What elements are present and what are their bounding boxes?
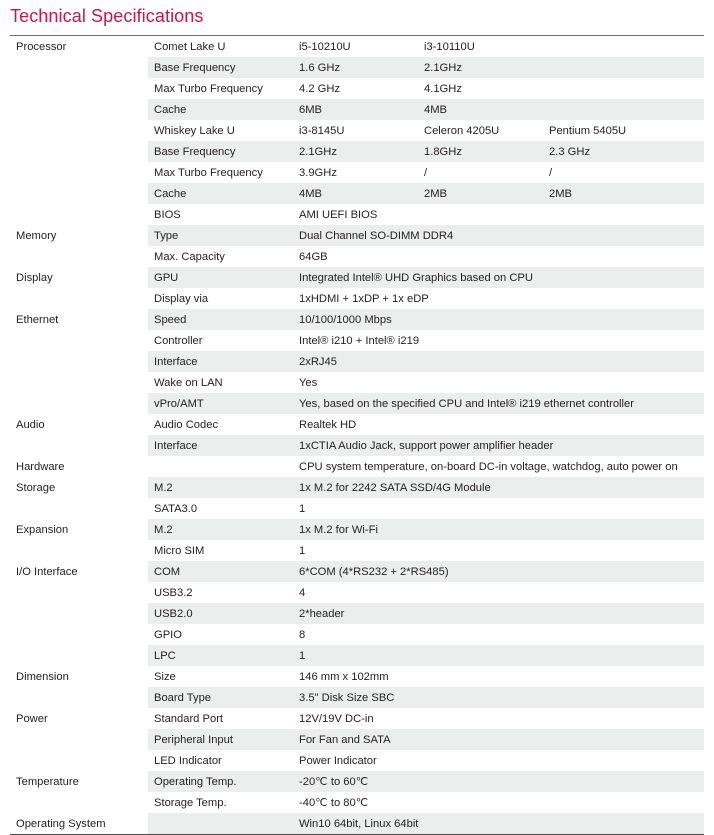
spec-value-3 xyxy=(543,99,704,120)
spec-value-3: Pentium 5405U xyxy=(543,120,704,141)
table-row xyxy=(10,141,704,162)
table-row xyxy=(10,708,704,729)
spec-value: Realtek HD xyxy=(293,414,704,435)
spec-label: M.2 xyxy=(148,519,293,540)
spec-category xyxy=(10,183,148,204)
spec-category: Ethernet xyxy=(10,309,148,330)
spec-label: Board Type xyxy=(148,687,293,708)
table-row xyxy=(10,78,704,99)
spec-value: Power Indicator xyxy=(293,750,704,771)
spec-category xyxy=(10,582,148,603)
spec-category xyxy=(10,435,148,456)
spec-value: Win10 64bit, Linux 64bit xyxy=(293,813,704,834)
spec-label: M.2 xyxy=(148,477,293,498)
spec-label: Comet Lake U xyxy=(148,36,293,57)
spec-value-2: 4MB xyxy=(418,99,543,120)
table-row xyxy=(10,36,704,57)
spec-category: I/O Interface xyxy=(10,561,148,582)
spec-value-1: 2.1GHz xyxy=(293,141,418,162)
spec-label: LED Indicator xyxy=(148,750,293,771)
spec-value-2: Celeron 4205U xyxy=(418,120,543,141)
spec-value-3: 2MB xyxy=(543,183,704,204)
spec-label: Peripheral Input xyxy=(148,729,293,750)
spec-value-3 xyxy=(543,36,704,57)
table-row xyxy=(10,603,704,624)
spec-label: Operating Temp. xyxy=(148,771,293,792)
spec-value: 1 xyxy=(293,540,704,561)
table-row xyxy=(10,519,704,540)
spec-value: CPU system temperature, on-board DC-in voltage, watchdog, auto power on xyxy=(293,456,704,477)
spec-label: Audio Codec xyxy=(148,414,293,435)
spec-value: 4 xyxy=(293,582,704,603)
table-row xyxy=(10,624,704,645)
spec-value-2: 4.1GHz xyxy=(418,78,543,99)
table-row xyxy=(10,414,704,435)
table-row xyxy=(10,99,704,120)
spec-category xyxy=(10,162,148,183)
spec-value-1: i3-8145U xyxy=(293,120,418,141)
spec-category xyxy=(10,351,148,372)
spec-value-2: i3-10110U xyxy=(418,36,543,57)
spec-category xyxy=(10,750,148,771)
spec-label: Max Turbo Frequency xyxy=(148,78,293,99)
spec-label: Storage Temp. xyxy=(148,792,293,813)
table-row xyxy=(10,498,704,519)
spec-value: 1 xyxy=(293,498,704,519)
table-row xyxy=(10,288,704,309)
table-row xyxy=(10,813,704,834)
spec-value-2: 2.1GHz xyxy=(418,57,543,78)
spec-label: GPIO xyxy=(148,624,293,645)
spec-category xyxy=(10,603,148,624)
spec-label: Interface xyxy=(148,351,293,372)
table-row xyxy=(10,561,704,582)
spec-value-2: 2MB xyxy=(418,183,543,204)
spec-value: Yes xyxy=(293,372,704,393)
spec-value-1: 6MB xyxy=(293,99,418,120)
spec-value: 6*COM (4*RS232 + 2*RS485) xyxy=(293,561,704,582)
table-row xyxy=(10,666,704,687)
spec-label: Type xyxy=(148,225,293,246)
spec-value: 1xHDMI + 1xDP + 1x eDP xyxy=(293,288,704,309)
spec-category: Power xyxy=(10,708,148,729)
table-row xyxy=(10,351,704,372)
spec-category: Hardware xyxy=(10,456,148,477)
spec-value-1: 3.9GHz xyxy=(293,162,418,183)
spec-value: For Fan and SATA xyxy=(293,729,704,750)
page-title: Technical Specifications xyxy=(10,6,204,26)
specifications-table xyxy=(10,36,704,834)
spec-value: 64GB xyxy=(293,246,704,267)
table-row xyxy=(10,309,704,330)
spec-value: 3.5" Disk Size SBC xyxy=(293,687,704,708)
spec-category xyxy=(10,288,148,309)
spec-value-1: 1.6 GHz xyxy=(293,57,418,78)
spec-category xyxy=(10,540,148,561)
table-row xyxy=(10,393,704,414)
table-row xyxy=(10,204,704,225)
spec-value-1: 4MB xyxy=(293,183,418,204)
spec-value-1: i5-10210U xyxy=(293,36,418,57)
spec-category: Storage xyxy=(10,477,148,498)
spec-category xyxy=(10,78,148,99)
spec-category xyxy=(10,120,148,141)
specifications-body xyxy=(10,36,704,834)
spec-value: 8 xyxy=(293,624,704,645)
table-row xyxy=(10,372,704,393)
spec-category xyxy=(10,204,148,225)
table-row xyxy=(10,246,704,267)
table-row xyxy=(10,750,704,771)
spec-category xyxy=(10,792,148,813)
spec-label: BIOS xyxy=(148,204,293,225)
table-row xyxy=(10,477,704,498)
spec-category xyxy=(10,729,148,750)
spec-category xyxy=(10,687,148,708)
table-row xyxy=(10,540,704,561)
spec-label: Wake on LAN xyxy=(148,372,293,393)
spec-value: Intel® i210 + Intel® i219 xyxy=(293,330,704,351)
spec-value-1: 4.2 GHz xyxy=(293,78,418,99)
spec-value-3: 2.3 GHz xyxy=(543,141,704,162)
spec-label: SATA3.0 xyxy=(148,498,293,519)
spec-category: Audio xyxy=(10,414,148,435)
spec-category xyxy=(10,645,148,666)
table-row xyxy=(10,225,704,246)
table-row xyxy=(10,771,704,792)
spec-value-2: 1.8GHz xyxy=(418,141,543,162)
table-row xyxy=(10,267,704,288)
spec-label: Cache xyxy=(148,99,293,120)
spec-label: USB2.0 xyxy=(148,603,293,624)
spec-category xyxy=(10,498,148,519)
table-row xyxy=(10,120,704,141)
spec-value-3 xyxy=(543,78,704,99)
table-row xyxy=(10,162,704,183)
spec-label: Display via xyxy=(148,288,293,309)
spec-category: Temperature xyxy=(10,771,148,792)
spec-value: Yes, based on the specified CPU and Intel® i219 ethernet controller xyxy=(293,393,704,414)
spec-value-3 xyxy=(543,57,704,78)
spec-label: Speed xyxy=(148,309,293,330)
spec-value-3: / xyxy=(543,162,704,183)
spec-category xyxy=(10,246,148,267)
spec-value: 2xRJ45 xyxy=(293,351,704,372)
spec-category xyxy=(10,57,148,78)
spec-category: Processor xyxy=(10,36,148,57)
table-row xyxy=(10,183,704,204)
spec-label: Standard Port xyxy=(148,708,293,729)
spec-category xyxy=(10,372,148,393)
table-row xyxy=(10,57,704,78)
table-row xyxy=(10,645,704,666)
spec-category xyxy=(10,330,148,351)
spec-label xyxy=(148,813,293,834)
spec-value: 2*header xyxy=(293,603,704,624)
spec-category: Display xyxy=(10,267,148,288)
spec-label: Whiskey Lake U xyxy=(148,120,293,141)
spec-value: 10/100/1000 Mbps xyxy=(293,309,704,330)
spec-label: Size xyxy=(148,666,293,687)
spec-label: Interface xyxy=(148,435,293,456)
table-row xyxy=(10,456,704,477)
spec-value: 1x M.2 for Wi-Fi xyxy=(293,519,704,540)
spec-label: Controller xyxy=(148,330,293,351)
spec-label xyxy=(148,456,293,477)
spec-value: AMI UEFI BIOS xyxy=(293,204,704,225)
spec-category xyxy=(10,99,148,120)
spec-category: Memory xyxy=(10,225,148,246)
spec-value: -20℃ to 60℃ xyxy=(293,771,704,792)
spec-value: 1xCTIA Audio Jack, support power amplifier header xyxy=(293,435,704,456)
spec-label: LPC xyxy=(148,645,293,666)
spec-label: COM xyxy=(148,561,293,582)
table-row xyxy=(10,435,704,456)
spec-category xyxy=(10,393,148,414)
spec-label: Cache xyxy=(148,183,293,204)
spec-label: USB3.2 xyxy=(148,582,293,603)
spec-label: Max Turbo Frequency xyxy=(148,162,293,183)
spec-category: Expansion xyxy=(10,519,148,540)
spec-value: 12V/19V DC-in xyxy=(293,708,704,729)
spec-category xyxy=(10,624,148,645)
spec-value-2: / xyxy=(418,162,543,183)
spec-label: Max. Capacity xyxy=(148,246,293,267)
spec-label: Base Frequency xyxy=(148,57,293,78)
table-row xyxy=(10,582,704,603)
spec-value: 146 mm x 102mm xyxy=(293,666,704,687)
spec-label: Base Frequency xyxy=(148,141,293,162)
spec-label: vPro/AMT xyxy=(148,393,293,414)
spec-value: Integrated Intel® UHD Graphics based on CPU xyxy=(293,267,704,288)
spec-value: 1 xyxy=(293,645,704,666)
table-row xyxy=(10,687,704,708)
spec-label: GPU xyxy=(148,267,293,288)
spec-category: Dimension xyxy=(10,666,148,687)
spec-category xyxy=(10,141,148,162)
spec-label: Micro SIM xyxy=(148,540,293,561)
spec-value: Dual Channel SO-DIMM DDR4 xyxy=(293,225,704,246)
spec-value: -40℃ to 80℃ xyxy=(293,792,704,813)
spec-category: Operating System xyxy=(10,813,148,834)
table-row xyxy=(10,729,704,750)
table-row xyxy=(10,792,704,813)
spec-value: 1x M.2 for 2242 SATA SSD/4G Module xyxy=(293,477,704,498)
table-row xyxy=(10,330,704,351)
